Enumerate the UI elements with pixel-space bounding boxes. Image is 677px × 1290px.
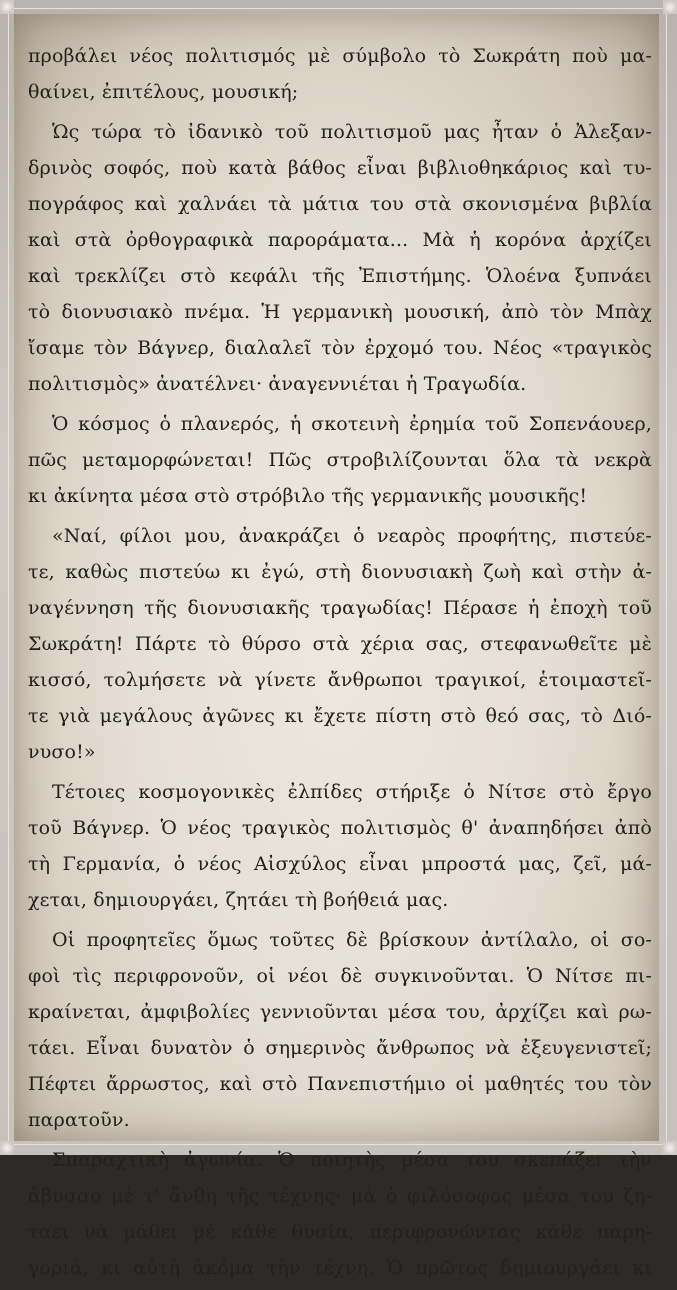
text-line: Τέτοιες κοσμογονικὲς ἐλπίδες στήριξε ὁ Νίτσε στὸ ἔργο bbox=[52, 781, 652, 803]
text-line: Πέφτει ἄρρωστος, καὶ στὸ Πανεπιστήμιο οἱ μαθητές του τὸν bbox=[28, 1073, 652, 1095]
text-line: γοριά, κι αὐτὴ ἀκόμα τὴν τέχνη. Ὁ πρῶτος δημιουργάει κι bbox=[28, 1257, 652, 1279]
text-line: Ὡς τώρα τὸ ἰδανικὸ τοῦ πολιτισμοῦ μας ἦταν ὁ Ἀλεξαν- bbox=[52, 121, 652, 143]
text-line: Σωκράτη! Πάρτε τὸ θύρσο στὰ χέρια σας, στεφανωθεῖτε μὲ bbox=[28, 633, 652, 655]
frame-corner-top-right bbox=[663, 0, 677, 14]
text-line: παρατοῦν. bbox=[28, 1109, 130, 1131]
text-line: κι ἀκίνητα μέσα στὸ στρόβιλο τῆς γερμανικῆς μουσικῆς! bbox=[28, 485, 588, 507]
text-line: καὶ τρεκλίζει στὸ κεφάλι τῆς Ἐπιστήμης. Ὁλοένα ξυπνάει bbox=[28, 265, 652, 287]
text-line: δρινὸς σοφός, ποὺ κατὰ βάθος εἶναι βιβλιοθηκάριος καὶ τυ- bbox=[28, 157, 652, 179]
text-line: ναγέννηση τῆς διονυσιακῆς τραγωδίας! Πέρασε ἡ ἐποχὴ τοῦ bbox=[28, 597, 652, 619]
text-line: χεται, δημιουργάει, ζητάει τὴ βοήθειά μας. bbox=[28, 889, 449, 911]
text-line: «Ναί, φίλοι μου, ἀνακράζει ὁ νεαρὸς προφήτης, πιστεύε- bbox=[52, 525, 652, 547]
text-line: κισσό, τολμήσετε νὰ γίνετε ἄνθρωποι τραγικοί, ἑτοιμαστεῖ- bbox=[28, 669, 652, 691]
text-line: τάει. Εἶναι δυνατὸν ὁ σημερινὸς ἄνθρωπος νὰ ἐξευγενιστεῖ; bbox=[28, 1037, 652, 1059]
frame-corner-bottom-right bbox=[663, 1141, 677, 1155]
text-line: πολιτισμὸς» ἀνατέλνει· ἀναγεννιέται ἡ Τραγωδία. bbox=[28, 373, 527, 395]
text-line: τὴ Γερμανία, ὁ νέος Αἰσχύλος εἶναι μπροστά μας, ζεῖ, μά- bbox=[28, 853, 652, 875]
text-line: τὸ διονυσιακὸ πνέμα. Ἡ γερμανικὴ μουσική, ἀπὸ τὸν Μπὰχ bbox=[28, 301, 652, 323]
paragraph bbox=[28, 774, 652, 918]
book-page bbox=[14, 14, 659, 1279]
frame-corner-bottom-left bbox=[0, 1141, 14, 1155]
text-line: θαίνει, ἐπιτέλους, μουσική; bbox=[28, 81, 299, 103]
text-line: νυσο!» bbox=[28, 741, 96, 763]
text-line: τάει νὰ μάθει μὲ κάθε θυσία, περιφρονώντας κάθε παρη- bbox=[28, 1221, 652, 1243]
text-line: προβάλει νέος πολιτισμός μὲ σύμβολο τὸ Σωκράτη ποὺ μα- bbox=[28, 45, 652, 67]
paragraph bbox=[28, 38, 652, 110]
text-line: Σπαραχτικὴ ἀγωνία. Ὁ ποιητὴς μέσα του σκεπάζει τὴν bbox=[52, 1149, 652, 1171]
text-line: Ὁ κόσμος ὁ πλανερός, ἡ σκοτεινὴ ἐρημία τοῦ Σοπενάουερ, bbox=[52, 413, 652, 435]
paragraph bbox=[28, 1142, 652, 1286]
paragraph bbox=[28, 406, 652, 514]
text-line: ἴσαμε τὸν Βάγνερ, διαλαλεῖ τὸν ἐρχομό του. Νέος «τραγικὸς bbox=[28, 337, 652, 359]
text-line: ἄβυσσο μὲ τ' ἄνθη τῆς τέχνης· μὰ ὁ φιλόσοφος μέσα του ζη- bbox=[28, 1185, 652, 1207]
paragraph bbox=[28, 518, 652, 770]
paragraph bbox=[28, 114, 652, 402]
text-line: καὶ στὰ ὀρθογραφικὰ παροράματα... Μὰ ἡ κορόνα ἀρχίζει bbox=[28, 229, 652, 251]
text-line: πῶς μεταμορφώνεται! Πῶς στροβιλίζουνται ὅλα τὰ νεκρὰ bbox=[28, 449, 652, 471]
text-line: κραίνεται, ἀμφιβολίες γεννιοῦνται μέσα του, ἀρχίζει καὶ ρω- bbox=[28, 1001, 652, 1023]
paragraph bbox=[28, 922, 652, 1138]
text-line: φοὶ τὶς περιφρονοῦν, οἱ νέοι δὲ συγκινοῦνται. Ὁ Νίτσε πι- bbox=[28, 965, 652, 987]
text-line: τοῦ Βάγνερ. Ὁ νέος τραγικὸς πολιτισμὸς θ' ἀναπηδήσει ἀπὸ bbox=[28, 817, 652, 839]
page-text bbox=[28, 38, 652, 1290]
frame-corner-top-left bbox=[0, 0, 14, 14]
text-line: Οἱ προφητεῖες ὅμως τοῦτες δὲ βρίσκουν ἀντίλαλο, οἱ σο- bbox=[52, 929, 652, 951]
text-line: πογράφος καὶ χαλνάει τὰ μάτια του στὰ σκονισμένα βιβλία bbox=[28, 193, 652, 215]
text-line: τε γιὰ μεγάλους ἀγῶνες κι ἔχετε πίστη στὸ θεό σας, τὸ Διό- bbox=[28, 705, 652, 727]
text-line: τε, καθὼς πιστεύω κι ἐγώ, στὴ διονυσιακὴ ζωὴ καὶ στὴν ἀ- bbox=[28, 561, 652, 583]
